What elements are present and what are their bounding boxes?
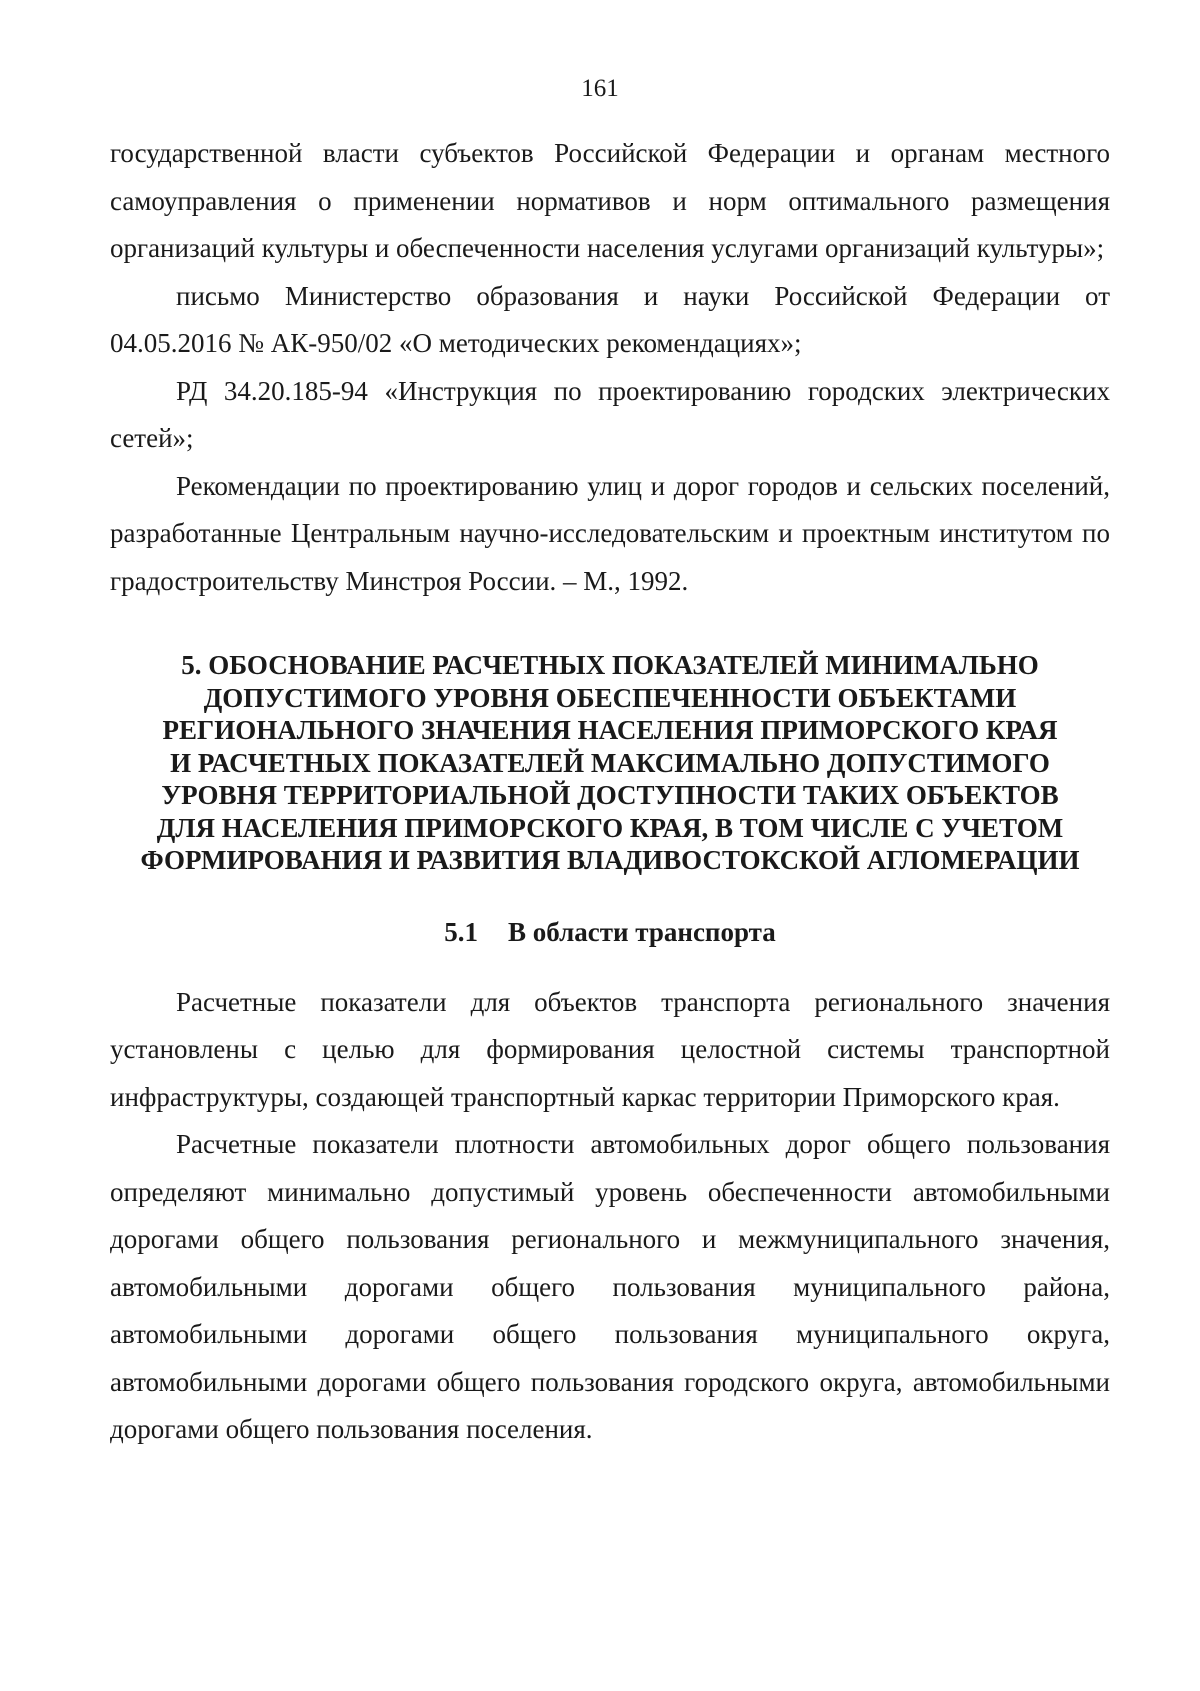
section-title-line: УРОВНЯ ТЕРРИТОРИАЛЬНОЙ ДОСТУПНОСТИ ТАКИХ ОБЪЕКТОВ xyxy=(161,780,1059,810)
subsection-title xyxy=(110,915,1110,949)
subsection-heading: В области транспорта xyxy=(508,916,776,947)
section-title-line: РЕГИОНАЛЬНОГО ЗНАЧЕНИЯ НАСЕЛЕНИЯ ПРИМОРСКОГО КРАЯ xyxy=(162,715,1058,745)
section-title-line: ДОПУСТИМОГО УРОВНЯ ОБЕСПЕЧЕННОСТИ ОБЪЕКТАМИ xyxy=(203,682,1017,713)
page-content xyxy=(110,130,1110,1454)
paragraph-continuation: государственной власти субъектов Российской Федерации и органам местного самоуправления о применении нормативов и норм оптимального размещения организаций культуры и обеспеченности населения услугами организаций культуры»; xyxy=(110,138,1110,263)
paragraph-rd-instruction: РД 34.20.185-94 «Инструкция по проектированию городских электрических сетей»; xyxy=(110,375,1110,453)
section-title-line: 5. ОБОСНОВАНИЕ РАСЧЕТНЫХ ПОКАЗАТЕЛЕЙ МИНИМАЛЬНО xyxy=(181,650,1039,680)
paragraph-ministry-letter: письмо Министерство образования и науки Российской Федерации от 04.05.2016 № АК-950/02 «О методических рекомендациях»; xyxy=(110,280,1110,358)
paragraph-transport-indicators: Расчетные показатели для объектов транспорта регионального значения установлены с целью для формирования целостной системы транспортной инфраструктуры, создающей транспортный каркас территории Приморского края. xyxy=(110,986,1110,1112)
paragraph-recommendations: Рекомендации по проектированию улиц и дорог городов и сельских поселений, разработанные Центральным научно-исследовательским и проектным институтом по градостроительству Минстроя России. – М., 1992. xyxy=(110,470,1110,596)
section-title-line: ФОРМИРОВАНИЯ И РАЗВИТИЯ ВЛАДИВОСТОКСКОЙ АГЛОМЕРАЦИИ xyxy=(140,845,1080,875)
page-number: 161 xyxy=(581,75,619,102)
section-title-line: ДЛЯ НАСЕЛЕНИЯ ПРИМОРСКОГО КРАЯ, В ТОМ ЧИСЛЕ С УЧЕТОМ xyxy=(156,812,1064,843)
section-title-line: И РАСЧЕТНЫХ ПОКАЗАТЕЛЕЙ МАКСИМАЛЬНО ДОПУСТИМОГО xyxy=(170,747,1050,778)
section-title xyxy=(110,649,1110,877)
paragraph-road-density: Расчетные показатели плотности автомобильных дорог общего пользования определяют минимально допустимый уровень обеспеченности автомобильными дорогами общего пользования регионального и межмуниципального значения, автомобильными дорогами общего пользования муниципального района, автомобильными дорогами общего пользования муниципального округа, автомобильными дорогами общего пользования городского округа, автомобильными дорогами общего пользования поселения. xyxy=(110,1129,1110,1444)
subsection-number: 5.1 xyxy=(444,916,478,947)
